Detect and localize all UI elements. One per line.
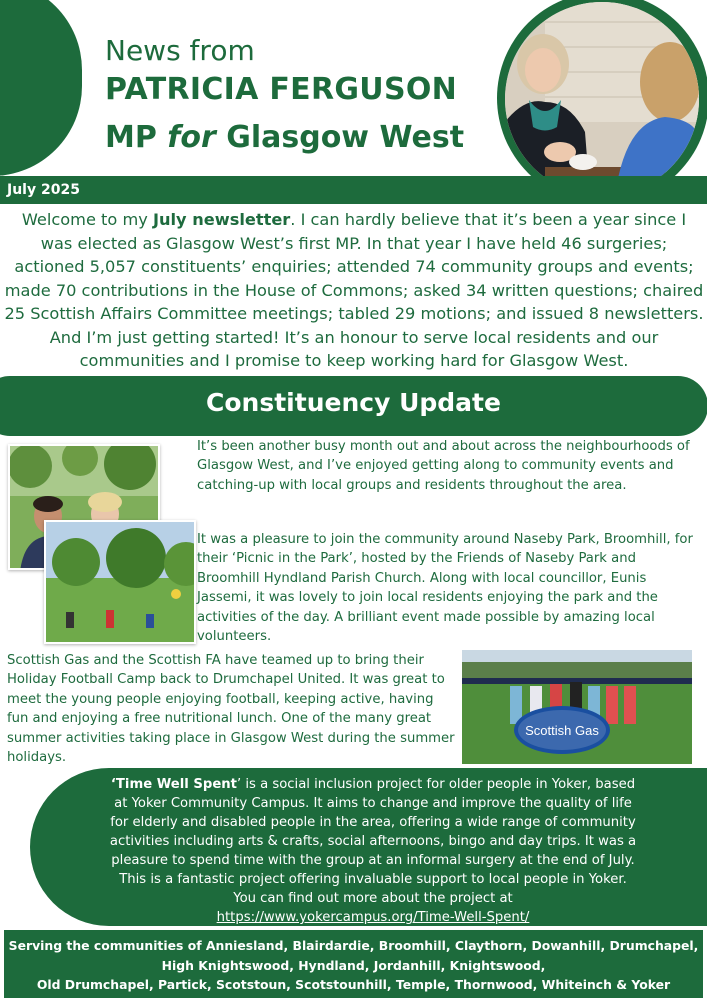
constituency-label: Glasgow West (226, 120, 465, 155)
mp-constituency-title (105, 120, 464, 155)
footer-line-3: Old Drumchapel, Partick, Scotstoun, Scotstounhill, Temple, Thornwood, Whiteinch & Yoker (36, 977, 671, 992)
intro-highlight: July newsletter (152, 210, 291, 229)
paragraph-picnic-in-park: It was a pleasure to join the community around Naseby Park, Broomhill, for their ‘Picnic in the Park’, hosted by the Friends of Naseby Park and Broomhill Hyndland Parish Church. Along with local councillor, Eunis Jassemi, it was lovely to join local residents enjoying the park and the activities of the day. A brilliant event made possible by amazing local volunteers. (197, 532, 693, 645)
mp-label: MP (105, 120, 157, 155)
footer-communities (4, 936, 703, 995)
picnic-park-photo (44, 520, 196, 644)
paragraph-busy-month: It’s been another busy month out and about across the neighbourhoods of Glasgow West, and I’ve enjoyed getting along to community events and catching-up with local groups and residents throughout the area. (197, 439, 690, 493)
newsletter-title-line1: News from (105, 34, 255, 67)
football-camp-photo (462, 650, 692, 764)
mp-name: PATRICIA FERGUSON (105, 72, 458, 107)
intro-text-rest: . I can hardly believe that it’s been a year since I was elected as Glasgow West’s first MP. In that year I have held 46 surgeries; actioned 5,057 constituents’ enquiries; attended 74 community groups and events; made 70 contributions in the House of Commons; asked 34 written questions; chaired 25 Scottish Affairs Committee meetings; tabled 29 motions; and issued 8 newsletters. And I’m just getting started! It’s an honour to serve local residents and our communities and I promise to keep working hard for Glasgow West. (4, 210, 704, 370)
section-title: Constituency Update (206, 388, 501, 417)
footer-line-1: Serving the communities of Anniesland, Blairdardie, Broomhill, Claythorn, Dowanhill, Drumchapel, (8, 938, 699, 953)
header-decor-shape (0, 0, 82, 176)
time-well-spent-paragraph (108, 775, 638, 927)
scottish-gas-banner: Scottish Gas (525, 723, 599, 738)
intro-paragraph (4, 208, 704, 373)
for-label: for (167, 120, 216, 155)
intro-text-start: Welcome to my (21, 210, 153, 229)
mp-portrait-photo (505, 2, 699, 196)
tws-website-link[interactable]: https://www.yokercampus.org/Time-Well-Spent/ (216, 910, 530, 925)
paragraph-football-camp: Scottish Gas and the Scottish FA have teamed up to bring their Holiday Football Camp back to Drumchapel United. It was great to meet the young people enjoying football, keeping active, having fun and enjoying a free nutritional lunch. One of the many great summer activities taking place in Glasgow West during the summer holidays. (7, 653, 455, 766)
tws-description: ’ is a social inclusion project for older people in Yoker, based at Yoker Community Campus. It aims to change and improve the quality of life for elderly and disabled people in the area, offering a wide range of community activities including arts & crafts, social afternoons, bingo and day trips. It was a pleasure to spend time with the group at an informal surgery at the end of July. This is a fantastic project offering invaluable support to local people in Yoker. You can find out more about the project at (109, 777, 637, 906)
newsletter-date: July 2025 (7, 182, 80, 198)
date-bar (0, 176, 707, 204)
footer-line-2: High Knightswood, Hyndland, Jordanhill, Knightswood, (161, 957, 546, 973)
tws-project-name: ‘Time Well Spent (110, 777, 237, 792)
